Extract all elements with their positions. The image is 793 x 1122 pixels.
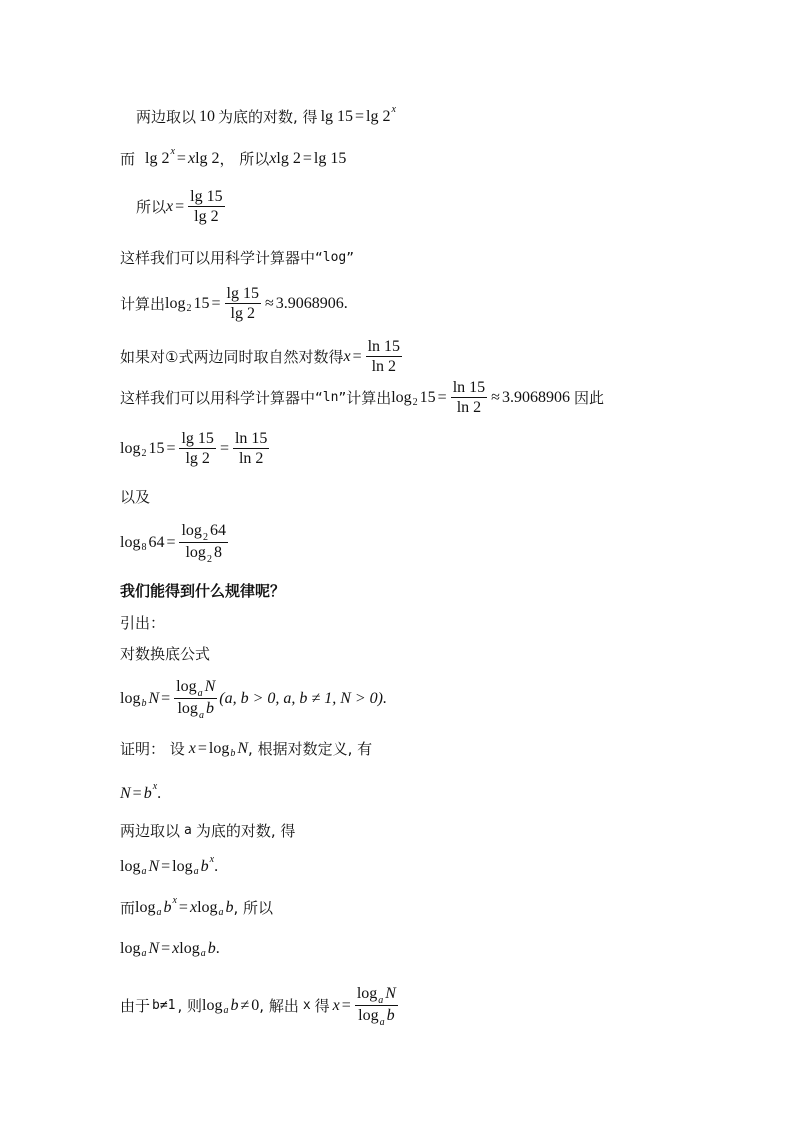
log: log bbox=[176, 678, 197, 695]
text: 为底的对数, 得 bbox=[218, 108, 318, 126]
equals: = bbox=[219, 439, 229, 457]
exponent-x: x bbox=[170, 146, 175, 157]
equals: = bbox=[352, 347, 362, 365]
zero: 0 bbox=[251, 996, 260, 1014]
numerator bbox=[179, 522, 227, 543]
fraction-ln bbox=[233, 430, 269, 467]
var-b: b bbox=[386, 1007, 395, 1024]
line-calculator-ln bbox=[120, 379, 604, 416]
equals: = bbox=[302, 150, 312, 167]
equals: = bbox=[355, 108, 365, 125]
text: 以及 bbox=[120, 488, 151, 506]
base: 8 bbox=[141, 541, 147, 553]
exponent-x: x bbox=[172, 895, 177, 906]
equals: = bbox=[176, 150, 186, 167]
base-a: a bbox=[379, 1017, 385, 1028]
var-x: x bbox=[332, 996, 340, 1014]
exponent-x: x bbox=[152, 781, 158, 792]
base: 2 bbox=[206, 554, 212, 565]
numerator: lg 15 bbox=[190, 188, 223, 205]
log: log bbox=[208, 740, 230, 757]
fraction bbox=[179, 522, 227, 563]
line-log-both-sides bbox=[136, 106, 396, 128]
number: 15 bbox=[419, 388, 436, 406]
formula-title bbox=[120, 643, 210, 665]
text: 为底的对数, 得 bbox=[195, 822, 296, 840]
question-heading bbox=[120, 580, 285, 602]
conditions: (a, b > 0, a, b ≠ 1, N > 0). bbox=[219, 689, 387, 707]
line-conclusion bbox=[120, 985, 400, 1026]
line-proof-start bbox=[120, 738, 372, 760]
log: log bbox=[135, 899, 156, 916]
base-a: a bbox=[378, 995, 384, 1006]
text: 由于 bbox=[120, 996, 151, 1015]
var-N: N bbox=[148, 689, 160, 707]
var-b: b bbox=[230, 996, 239, 1014]
line-log-a-n bbox=[120, 856, 218, 878]
key-ln: ln bbox=[322, 389, 339, 405]
text: ” bbox=[346, 249, 355, 267]
exponent-x: x bbox=[391, 104, 396, 115]
var-N: N bbox=[148, 940, 160, 957]
text: 对数换底公式 bbox=[120, 645, 211, 663]
denominator bbox=[175, 699, 215, 719]
var-x: x bbox=[188, 740, 196, 757]
approx: ≈ bbox=[491, 388, 500, 406]
text: ， 所以 bbox=[219, 150, 270, 168]
var-x: x bbox=[187, 150, 196, 167]
base-a: a bbox=[141, 866, 147, 877]
denominator: ln 2 bbox=[238, 450, 264, 467]
text: ”计算出 bbox=[338, 388, 392, 407]
approx: ≈ bbox=[264, 294, 274, 312]
log: log bbox=[172, 858, 193, 875]
var-b: b bbox=[207, 940, 216, 957]
fraction bbox=[188, 188, 224, 225]
text: 这样我们可以用科学计算器中“ bbox=[120, 249, 323, 267]
equals: = bbox=[437, 388, 447, 406]
numerator: ln 15 bbox=[367, 338, 401, 355]
fraction bbox=[174, 678, 217, 719]
numerator bbox=[174, 678, 217, 699]
var-x-plain: x bbox=[302, 997, 311, 1013]
line-solution-x bbox=[136, 188, 227, 225]
numerator bbox=[355, 985, 398, 1006]
var-x: x bbox=[172, 940, 180, 957]
lg-2: lg 2 bbox=[276, 150, 301, 167]
log: log bbox=[177, 700, 198, 717]
line-natural-log bbox=[120, 338, 404, 375]
var-b: b bbox=[143, 785, 152, 802]
log: log bbox=[179, 940, 200, 957]
lg: lg bbox=[320, 108, 334, 125]
text: 两边取以 bbox=[120, 822, 181, 840]
equals: = bbox=[161, 689, 171, 707]
lg-15: lg 15 bbox=[313, 150, 347, 167]
equals: = bbox=[132, 785, 142, 802]
numerator: lg 15 bbox=[181, 430, 214, 447]
equals: = bbox=[341, 996, 351, 1014]
exponent-x: x bbox=[209, 854, 215, 865]
equals: = bbox=[197, 740, 207, 757]
line-take-log-a bbox=[120, 820, 295, 842]
denominator bbox=[356, 1006, 396, 1026]
log: log bbox=[165, 294, 186, 312]
text: 证明： 设 bbox=[120, 740, 185, 758]
var-N: N bbox=[237, 740, 249, 757]
log: log bbox=[120, 940, 141, 957]
denominator: ln 2 bbox=[456, 399, 482, 416]
var-x: x bbox=[343, 347, 351, 365]
fraction bbox=[355, 985, 398, 1026]
number: 64 bbox=[148, 533, 165, 551]
var-x: x bbox=[269, 150, 277, 167]
var-N: N bbox=[385, 985, 396, 1002]
value: 3.9068906. bbox=[275, 294, 348, 312]
line-calculator-log bbox=[120, 247, 354, 269]
line-introduce bbox=[120, 612, 165, 634]
text: 我们能得到什么规律呢？ bbox=[120, 582, 286, 600]
line-n-equals-bx bbox=[120, 783, 161, 805]
fraction bbox=[366, 338, 402, 375]
base-a: a bbox=[223, 1004, 229, 1016]
text: , 解出 bbox=[259, 996, 299, 1015]
base: 2 bbox=[186, 302, 192, 314]
text: 因此 bbox=[573, 388, 604, 407]
lg-2: lg 2 bbox=[195, 150, 220, 167]
key-log: log bbox=[322, 250, 347, 265]
log: log bbox=[120, 533, 141, 551]
base-b: b bbox=[141, 697, 147, 709]
equals: = bbox=[161, 858, 171, 875]
log: log bbox=[391, 388, 412, 406]
log: log bbox=[197, 899, 218, 916]
equals: = bbox=[178, 899, 188, 916]
line-log8-64 bbox=[120, 522, 230, 563]
log: log bbox=[356, 985, 378, 1002]
var-b: b bbox=[225, 899, 234, 916]
line-equality bbox=[120, 430, 271, 467]
change-of-base-formula bbox=[120, 678, 387, 719]
log: log bbox=[358, 1007, 379, 1024]
text: 这样我们可以用科学计算器中“ bbox=[120, 388, 323, 407]
var-x: x bbox=[189, 899, 198, 916]
var-N: N bbox=[148, 858, 160, 875]
text: 得 bbox=[314, 996, 330, 1015]
base-a: a bbox=[218, 907, 224, 918]
text: 所以 bbox=[136, 197, 167, 216]
var-b: b bbox=[200, 858, 209, 875]
log: log bbox=[181, 522, 202, 539]
text: 如果对①式两边同时取自然对数得 bbox=[120, 347, 344, 366]
text: , 根据对数定义, 有 bbox=[248, 740, 373, 758]
lg-2: lg 2 bbox=[145, 150, 170, 167]
not-equal: ≠ bbox=[240, 996, 250, 1014]
base: 2 bbox=[412, 396, 418, 408]
number-ten: 10 bbox=[199, 108, 216, 125]
var-b: b bbox=[163, 899, 172, 916]
log: log bbox=[120, 689, 141, 707]
numerator: ln 15 bbox=[452, 379, 486, 396]
equals: = bbox=[161, 940, 171, 957]
line-and bbox=[120, 486, 150, 508]
text: 而 bbox=[120, 899, 136, 917]
base-a: a bbox=[200, 948, 206, 959]
base-a: a bbox=[156, 907, 162, 918]
var-a: a bbox=[184, 823, 192, 838]
period: . bbox=[215, 940, 220, 957]
log: log bbox=[202, 996, 223, 1014]
var-N: N bbox=[120, 785, 131, 802]
base-a: a bbox=[193, 866, 199, 877]
line-power-rule bbox=[120, 897, 273, 919]
var-x: x bbox=[166, 197, 174, 215]
numerator: ln 15 bbox=[234, 430, 268, 447]
base-a: a bbox=[198, 710, 204, 721]
fraction-lg bbox=[179, 430, 215, 467]
denominator: lg 2 bbox=[194, 208, 219, 225]
fraction bbox=[225, 285, 261, 322]
number: 64 bbox=[209, 522, 226, 539]
text: 计算出 bbox=[120, 294, 166, 313]
number: 8 bbox=[213, 544, 222, 561]
log: log bbox=[120, 439, 141, 457]
denominator: lg 2 bbox=[230, 305, 255, 322]
text: 引出： bbox=[120, 614, 166, 632]
line-log-a-n-x bbox=[120, 938, 220, 960]
base-a: a bbox=[197, 688, 203, 699]
numerator: lg 15 bbox=[226, 285, 259, 302]
equals: = bbox=[166, 533, 176, 551]
text: 而 bbox=[120, 150, 136, 168]
log: log bbox=[120, 858, 141, 875]
equals: = bbox=[175, 197, 185, 215]
line-identity bbox=[120, 148, 346, 170]
fraction bbox=[451, 379, 487, 416]
var-N: N bbox=[204, 678, 216, 695]
period: . bbox=[157, 785, 162, 802]
text: , 则 bbox=[177, 996, 203, 1015]
text: 两边取以 bbox=[136, 108, 197, 126]
base: 2 bbox=[202, 532, 208, 543]
lg-2: lg 2 bbox=[366, 108, 391, 125]
text: , 所以 bbox=[233, 899, 274, 917]
base-b: b bbox=[230, 748, 236, 759]
line-compute-log2-15 bbox=[120, 285, 348, 322]
number: 15 bbox=[148, 439, 165, 457]
number: 15 bbox=[337, 108, 354, 125]
denominator: ln 2 bbox=[371, 358, 397, 375]
equals: = bbox=[166, 439, 176, 457]
value: 3.9068906 bbox=[501, 388, 570, 406]
denominator: lg 2 bbox=[185, 450, 210, 467]
period: . bbox=[214, 858, 219, 875]
base-a: a bbox=[141, 948, 147, 959]
log: log bbox=[185, 544, 206, 561]
denominator bbox=[183, 543, 223, 563]
b-not-one: b≠1 bbox=[152, 997, 176, 1013]
equals: = bbox=[211, 294, 221, 312]
var-b: b bbox=[205, 700, 214, 717]
number: 15 bbox=[193, 294, 210, 312]
base: 2 bbox=[141, 447, 147, 459]
